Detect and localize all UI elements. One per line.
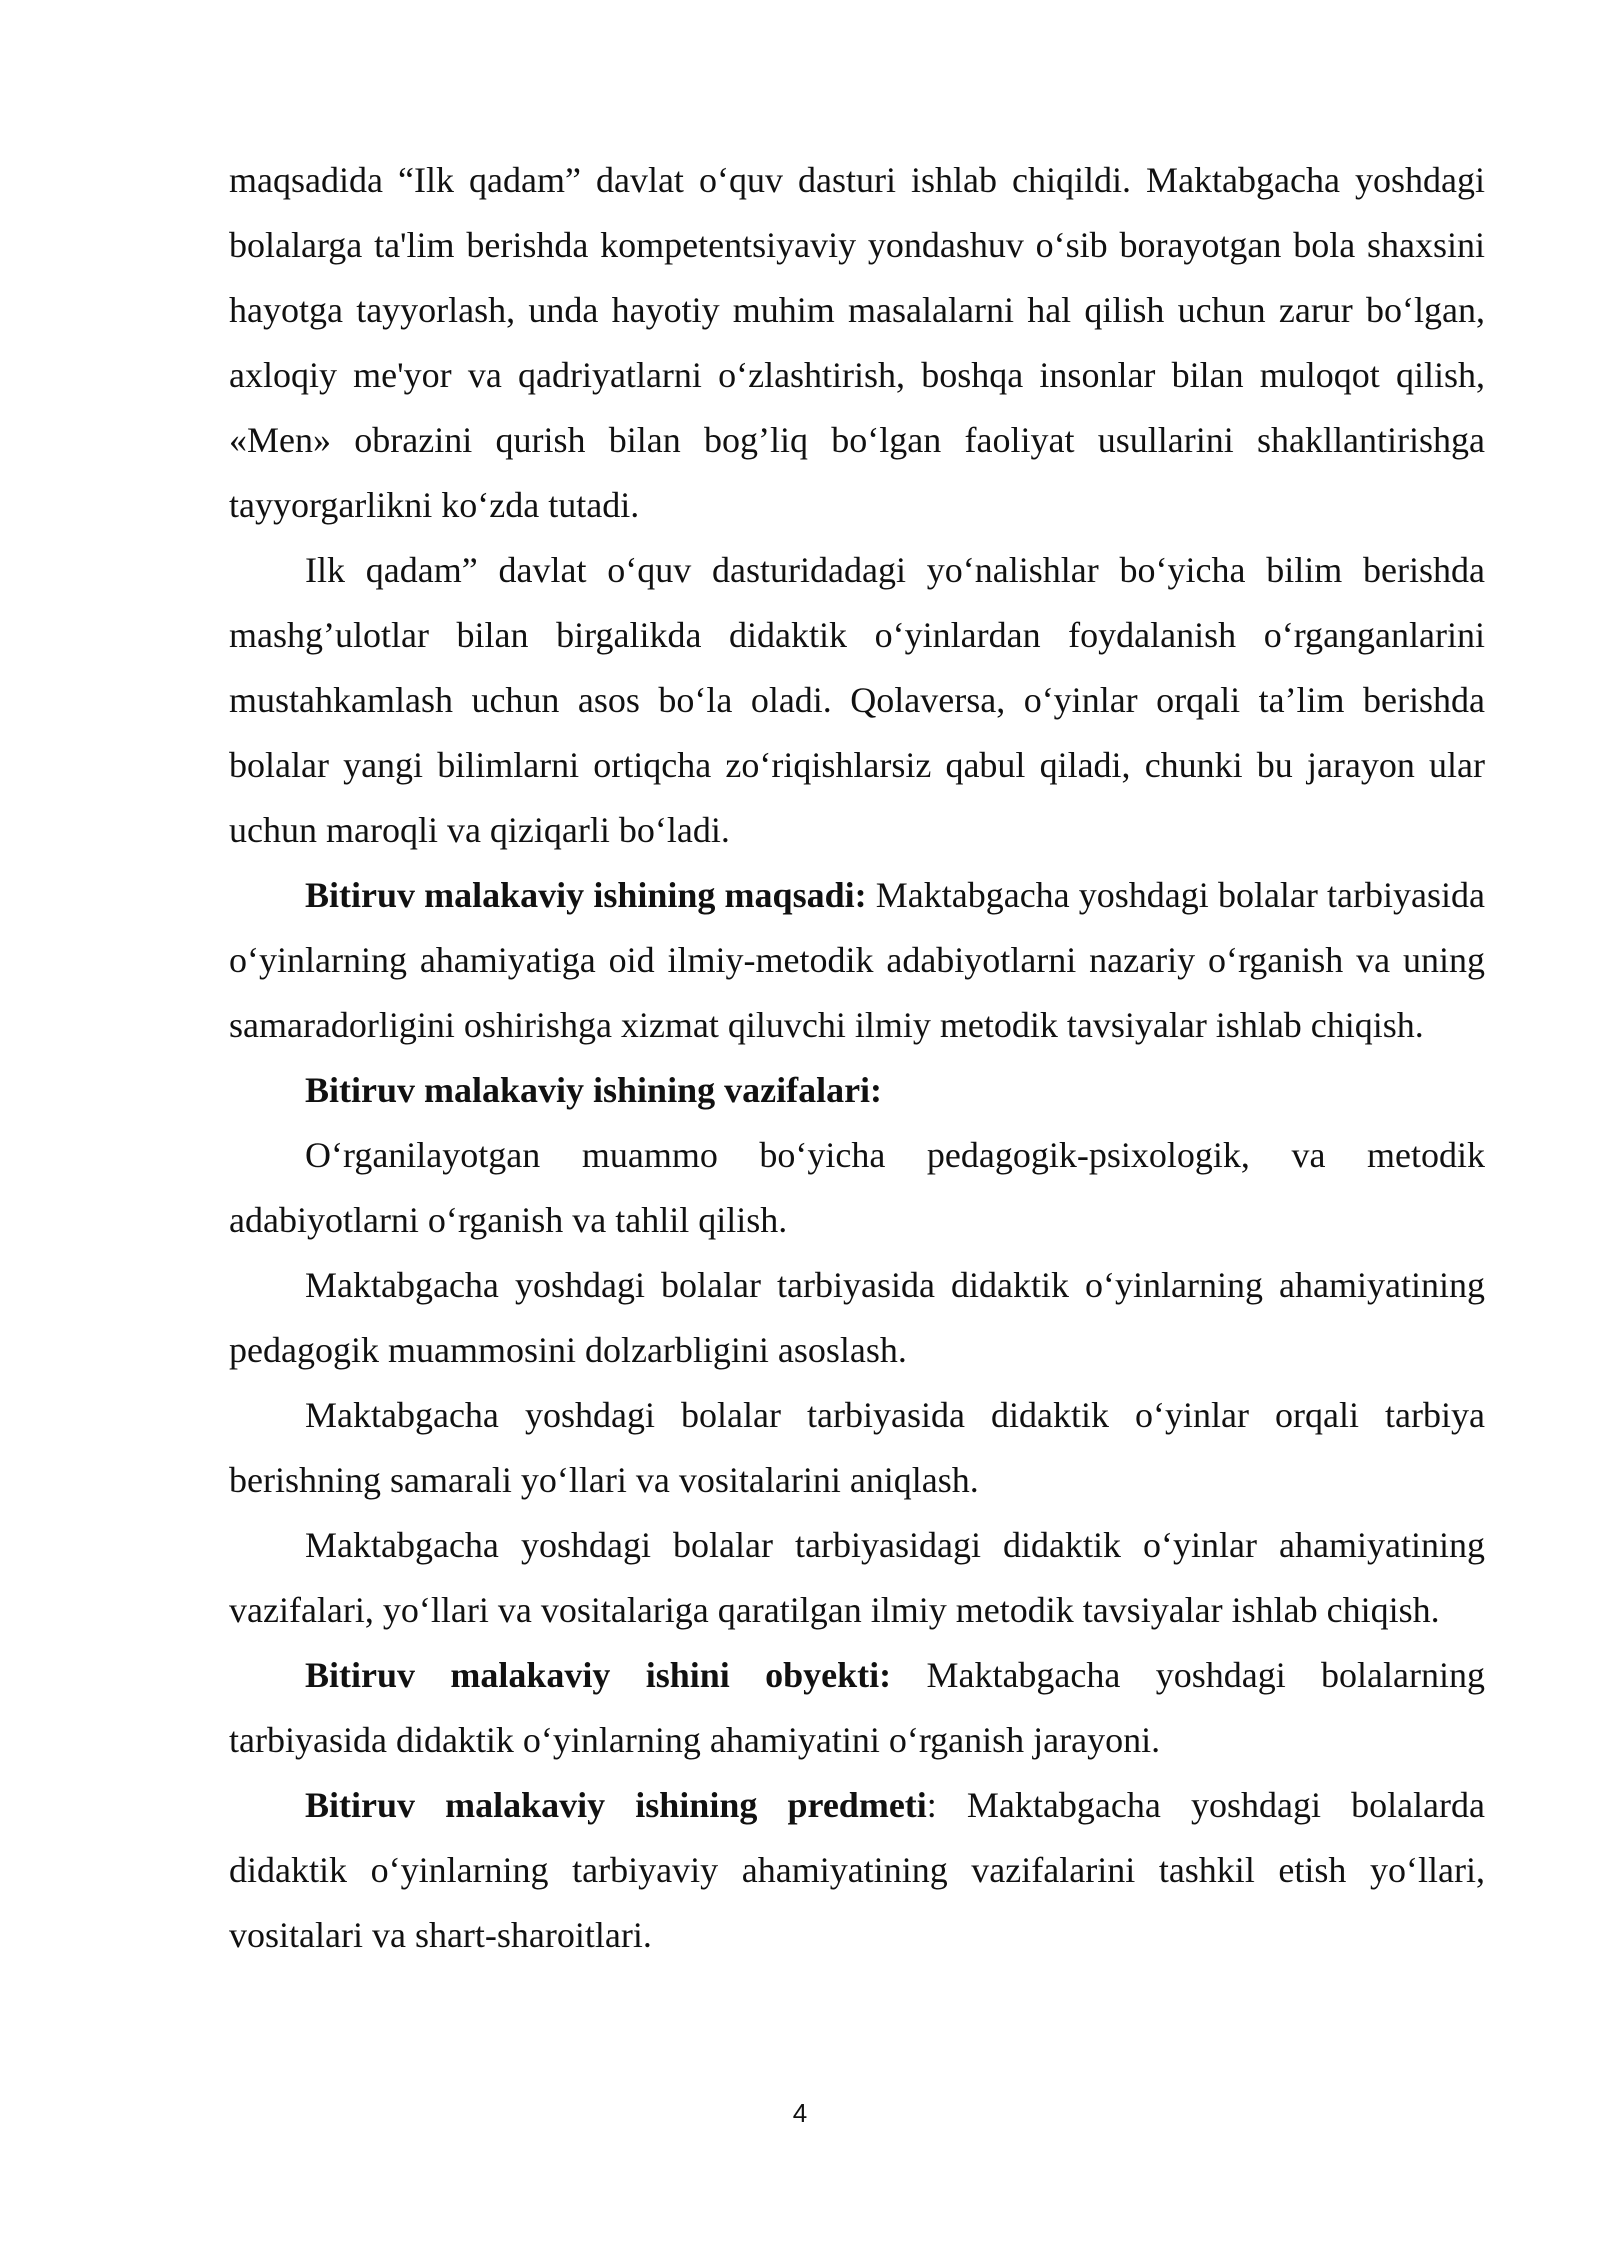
paragraph-obyekt [229,1643,1485,1773]
paragraph-text: : Maktabgacha yoshdagi bolalarda didaktik o‘yinlarning tarbiyaviy ahamiyatining vazifalarini tashkil etish yo‘llari, vositalari va shart-sharoitlari. [229,1785,1486,1955]
paragraph-vazifalar-heading [229,1058,1485,1123]
paragraph-heading: Bitiruv malakaviy ishining predmeti [305,1785,927,1825]
paragraph-heading: Bitiruv malakaviy ishining vazifalari: [305,1070,883,1110]
paragraph-predmet [229,1773,1485,1968]
paragraph-vazifa-1 [229,1123,1485,1253]
paragraph-text: Maktabgacha yoshdagi bolalar tarbiyasida o‘yinlarning ahamiyatiga oid ilmiy-metodik adabiyotlarni nazariy o‘rganish va uning samaradorligini oshirishga xizmat qiluvchi ilmiy metodik tavsiyalar ishlab chiqish. [229,875,1485,1045]
paragraph-text: O‘rganilayotgan muammo bo‘yicha pedagogik-psixologik, va metodik adabiyotlarni o‘rganish va tahlil qilish. [229,1135,1485,1240]
paragraph-vazifa-4 [229,1513,1485,1643]
paragraph-text: maqsadida “Ilk qadam” davlat o‘quv dasturi ishlab chiqildi. Maktabgacha yoshdagi bolalarga ta'lim berishda kompetentsiyaviy yondashuv o‘sib borayotgan bola shaxsini hayotga tayyorlash, unda hayotiy muhim masalalarni hal qilish uchun zarur bo‘lgan, axloqiy me'yor va qadriyatlarni o‘zlashtirish, boshqa insonlar bilan muloqot qilish, «Men» obrazini qurish bilan bog’liq bo‘lgan faoliyat usullarini shakllantirishga tayyorgarlikni ko‘zda tutadi. [229,160,1485,525]
paragraph-text: Ilk qadam” davlat o‘quv dasturidadagi yo‘nalishlar bo‘yicha bilim berishda mashg’ulotlar bilan birgalikda didaktik o‘yinlardan foydalanish o‘rganganlarini mustahkamlash uchun asos bo‘la oladi. Qolaversa, o‘yinlar orqali ta’lim berishda bolalar yangi bilimlarni ortiqcha zo‘riqishlarsiz qabul qiladi, chunki bu jarayon ular uchun maroqli va qiziqarli bo‘ladi. [229,550,1485,850]
paragraph-maqsad [229,863,1485,1058]
paragraph-ilk-qadam [229,538,1485,863]
paragraph-dastur-intro [229,148,1485,538]
page-number: 4 [792,2098,808,2128]
body-text [229,148,1485,1968]
paragraph-vazifa-3 [229,1383,1485,1513]
paragraph-heading: Bitiruv malakaviy ishining maqsadi: [305,875,867,915]
paragraph-text: Maktabgacha yoshdagi bolalar tarbiyasidagi didaktik o‘yinlar ahamiyatining vazifalari, yo‘llari va vositalariga qaratilgan ilmiy metodik tavsiyalar ishlab chiqish. [229,1525,1485,1630]
paragraph-vazifa-2 [229,1253,1485,1383]
paragraph-text: Maktabgacha yoshdagi bolalar tarbiyasida didaktik o‘yinlar orqali tarbiya berishning samarali yo‘llari va vositalarini aniqlash. [229,1395,1485,1500]
paragraph-text: Maktabgacha yoshdagi bolalar tarbiyasida didaktik o‘yinlarning ahamiyatining pedagogik muammosini dolzarbligini asoslash. [229,1265,1485,1370]
paragraph-heading: Bitiruv malakaviy ishini obyekti: [305,1655,892,1695]
paragraph-text: Maktabgacha yoshdagi bolalarning tarbiyasida didaktik o‘yinlarning ahamiyatini o‘rganish jarayoni. [229,1655,1485,1760]
